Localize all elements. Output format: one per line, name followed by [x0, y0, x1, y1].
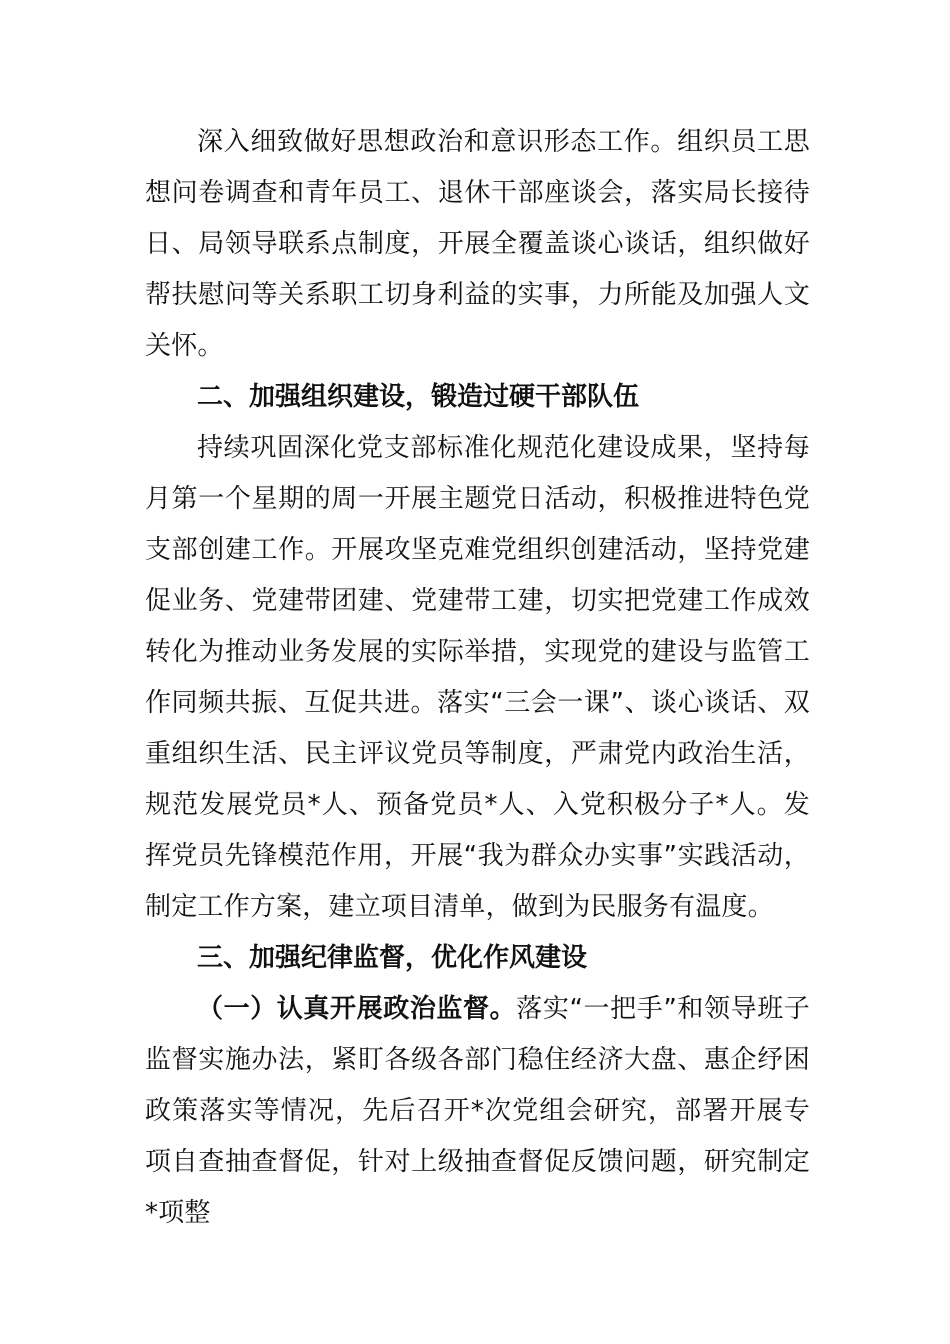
section-heading-organization: 二、加强组织建设，锻造过硬干部队伍 — [197, 382, 640, 412]
document-body — [145, 117, 810, 1239]
paragraph-organization-building: 持续巩固深化党支部标准化规范化建设成果，坚持每月第一个星期的周一开展主题党日活动，积极推进特色党支部创建工作。开展攻坚克难党组织创建活动，坚持党建促业务、党建带团建、党建带工建，切实把党建工作成效转化为推动业务发展的实际举措，实现党的建设与监管工作同频共振、互促共进。落实“三会一课”、谈心谈话、双重组织生活、民主评议党员等制度，严肃党内政治生活，规范发展党员*人、预备党员*人、入党积极分子*人。发挥党员先锋模范作用，开展“我为群众办实事”实践活动，制定工作方案，建立项目清单，做到为民服务有温度。 — [145, 433, 810, 922]
subsection-lead: （一）认真开展政治监督。 — [197, 994, 517, 1024]
paragraph-ideology-work: 深入细致做好思想政治和意识形态工作。组织员工思想问卷调查和青年员工、退休干部座谈会，落实局长接待日、局领导联系点制度，开展全覆盖谈心谈话，组织做好帮扶慰问等关系职工切身利益的实事，力所能及加强人文关怀。 — [145, 127, 810, 361]
subsection-body: 落实“一把手”和领导班子监督实施办法，紧盯各级各部门稳住经济大盘、惠企纾困政策落实等情况，先后召开*次党组会研究，部署开展专项自查抽查督促，针对上级抽查督促反馈问题，研究制定*项整 — [145, 994, 810, 1228]
paragraph-political-supervision — [145, 984, 810, 1239]
section-heading-discipline: 三、加强纪律监督，优化作风建设 — [197, 943, 588, 973]
